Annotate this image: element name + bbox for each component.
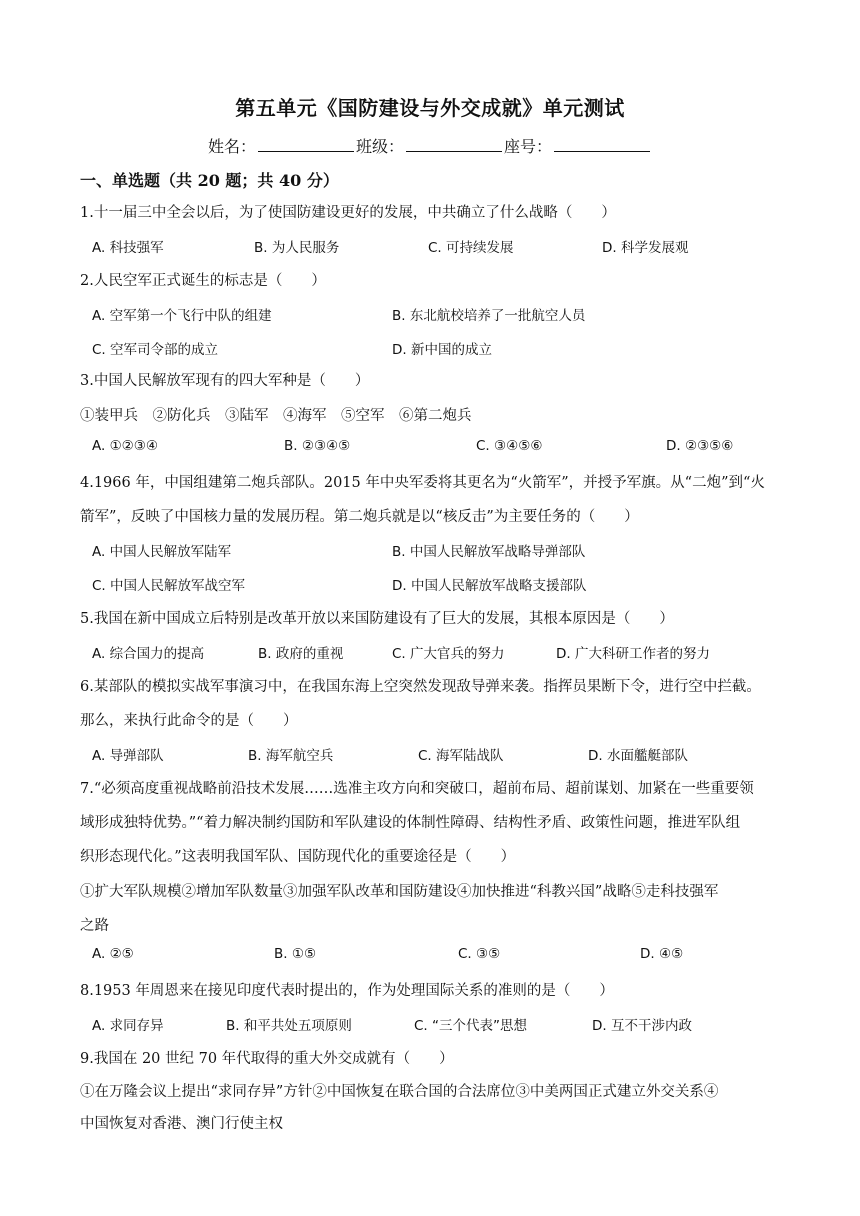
question-options — [92, 338, 782, 362]
question-stem: 1.十一届三中全会以后，为了使国防建设更好的发展，中共确立了什么战略（ ） — [80, 205, 616, 221]
seat-blank[interactable] — [554, 137, 650, 152]
question-stem: 5.我国在新中国成立后特别是改革开放以来国防建设有了巨大的发展，其根本原因是（ ） — [80, 611, 674, 627]
page-title: 第五单元《国防建设与外交成就》单元测试 — [235, 96, 625, 120]
question-options — [92, 1014, 782, 1038]
option-b[interactable]: B. 东北航校培养了一批航空人员 — [392, 308, 586, 324]
option-d[interactable]: D. 水面艦艇部队 — [588, 748, 688, 764]
question-options — [92, 540, 782, 564]
option-c[interactable]: C. 广大官兵的努力 — [392, 646, 505, 662]
option-d[interactable]: D. 新中国的成立 — [392, 342, 492, 358]
option-d[interactable]: D. 互不干涉内政 — [592, 1018, 692, 1034]
option-c[interactable]: C. 海军陆战队 — [418, 748, 504, 764]
name-blank[interactable] — [258, 137, 354, 152]
option-d[interactable]: D. 中国人民解放军战略支援部队 — [392, 578, 587, 594]
question-stem-line: 那么，来执行此命令的是（ ） — [80, 713, 298, 729]
option-a[interactable]: A. 空军第一个飞行中队的组建 — [92, 308, 272, 324]
option-b[interactable]: B. 海军航空兵 — [248, 748, 334, 764]
question-statements: ①扩大军队规模②增加军队数量③加强军队改革和国防建设④加快推进“科教兴国”战略⑤走科技强军 — [80, 884, 719, 900]
question-stem: 9.我国在 20 世纪 70 年代取得的重大外交成就有（ ） — [80, 1051, 454, 1067]
question-statements: 之路 — [80, 918, 109, 934]
option-d[interactable]: D. ②③⑤⑥ — [666, 438, 734, 454]
option-b[interactable]: B. 中国人民解放军战略导弹部队 — [392, 544, 586, 560]
option-c[interactable]: C. “三个代表”思想 — [414, 1018, 527, 1034]
option-c[interactable]: C. 中国人民解放军战空军 — [92, 578, 246, 594]
option-a[interactable]: A. 中国人民解放军陆军 — [92, 544, 232, 560]
question-stem-line: 7.“必须高度重视战略前沿技术发展……选准主攻方向和突破口，超前布局、超前谋划、加紧在一些重要领 — [80, 781, 754, 797]
option-b[interactable]: B. ①⑤ — [274, 946, 317, 962]
option-c[interactable]: C. 可持续发展 — [428, 240, 514, 256]
option-c[interactable]: C. ③④⑤⑥ — [476, 438, 543, 454]
option-b[interactable]: B. 和平共处五项原则 — [226, 1018, 352, 1034]
question-options — [92, 438, 782, 462]
option-d[interactable]: D. 广大科研工作者的努力 — [556, 646, 710, 662]
question-stem-line: 6.某部队的模拟实战军事演习中，在我国东海上空突然发现敌导弹来袭。指挥员果断下令，进行空中拦截。 — [80, 679, 761, 695]
option-a[interactable]: A. 导弹部队 — [92, 748, 164, 764]
seat-label: 座号： — [504, 137, 553, 156]
option-b[interactable]: B. 政府的重视 — [258, 646, 344, 662]
question-options — [92, 574, 782, 598]
option-d[interactable]: D. ④⑤ — [640, 946, 684, 962]
question-stem-line: 4.1966 年，中国组建第二炮兵部队。2015 年中央军委将其更名为“火箭军”，并授予军旗。从“二炮”到“火 — [80, 475, 765, 491]
option-a[interactable]: A. 求同存异 — [92, 1018, 164, 1034]
question-stem-line: 织形态现代化。”这表明我国军队、国防现代化的重要途径是（ ） — [80, 849, 516, 865]
option-a[interactable]: A. 科技强军 — [92, 240, 164, 256]
name-label: 姓名： — [207, 137, 256, 156]
question-statements: 中国恢复对香港、澳门行使主权 — [80, 1116, 283, 1132]
student-info-row — [0, 134, 860, 157]
option-a[interactable]: A. ①②③④ — [92, 438, 158, 454]
question-stem-line: 箭军”，反映了中国核力量的发展历程。第二炮兵就是以“核反击”为主要任务的（ ） — [80, 509, 639, 525]
question-options — [92, 946, 782, 970]
option-c[interactable]: C. ③⑤ — [458, 946, 501, 962]
question-stem: 3.中国人民解放军现有的四大军种是（ ） — [80, 373, 370, 389]
question-options — [92, 304, 782, 328]
question-statements: ①装甲兵 ②防化兵 ③陆军 ④海军 ⑤空军 ⑥第二炮兵 — [80, 408, 472, 424]
question-options — [92, 236, 782, 260]
option-b[interactable]: B. 为人民服务 — [254, 240, 340, 256]
section-heading: 一、单选题（共 20 题；共 40 分） — [80, 171, 339, 190]
question-stem: 2.人民空军正式诞生的标志是（ ） — [80, 273, 326, 289]
option-d[interactable]: D. 科学发展观 — [602, 240, 689, 256]
option-a[interactable]: A. ②⑤ — [92, 946, 134, 962]
option-c[interactable]: C. 空军司令部的成立 — [92, 342, 219, 358]
question-statements: ①在万隆会议上提出“求同存异”方针②中国恢复在联合国的合法席位③中美两国正式建立外交关系④ — [80, 1084, 719, 1100]
question-options — [92, 642, 782, 666]
option-a[interactable]: A. 综合国力的提高 — [92, 646, 205, 662]
question-stem: 8.1953 年周恩来在接见印度代表时提出的，作为处理国际关系的准则的是（ ） — [80, 983, 614, 999]
question-stem-line: 域形成独特优势。”“着力解决制约国防和军队建设的体制性障碍、结构性矛盾、政策性问题，推进军队组 — [80, 815, 741, 831]
class-blank[interactable] — [406, 137, 502, 152]
option-b[interactable]: B. ②③④⑤ — [284, 438, 351, 454]
class-label: 班级： — [355, 137, 404, 156]
question-options — [92, 744, 782, 768]
